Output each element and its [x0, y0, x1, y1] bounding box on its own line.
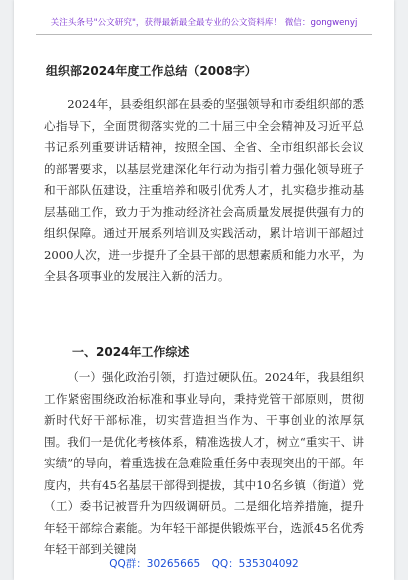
footer-contact — [14, 556, 394, 571]
document-page — [14, 0, 394, 580]
section-paragraph: （一）强化政治引领，打造过硬队伍。2024年，我县组织工作紧密围绕政治标准和事业导向，秉持党管干部原则，贯彻新时代好干部标准，切实营造担当作为、干事创业的浓厚氛围。我们一是优化考核体系，精准选拔人才，树立“重实干、讲实绩”的导向，着重选拔在急难险重任务中表现突出的干部。年度内，共有45名基层干部得到提拔，其中10名乡镇（街道）党（工）委书记被晋升为四级调研员。二是细化培养措施，提升年轻干部综合素能。为年轻干部提供锻炼平台，选派45名优秀年轻干部到关键岗 — [44, 370, 364, 556]
header-promo-note: 关注头条号"公文研究"，获得最新最全最专业的公文资料库！ 微信：gongwenyj — [50, 18, 358, 28]
document-title: 组织部2024年度工作总结（2008字） — [46, 64, 257, 78]
qq-group-link[interactable]: QQ群：30265665 — [109, 558, 201, 570]
header-divider — [36, 34, 372, 35]
qq-contact-link[interactable]: QQ：535304092 — [211, 558, 299, 570]
intro-paragraph: 2024年，县委组织部在县委的坚强领导和市委组织部的悉心指导下，全面贯彻落实党的二十届三中全会精神及习近平总书记系列重要讲话精神，按照全国、全省、全市组织部长会议的部署要求，以基层党建深化年行动为指引着力强化领导班子和干部队伍建设，注重培养和吸引优秀人才，扎实稳步推动基层基础工作，致力于为推动经济社会高质量发展提供强有力的组织保障。通过开展系列培训及实践活动，累计培训干部超过2000人次，进一步提升了全县干部的思想素质和能力水平，为全县各项事业的发展注入新的活力。 — [44, 97, 364, 283]
section-heading: 一、2024年工作综述 — [72, 345, 190, 359]
